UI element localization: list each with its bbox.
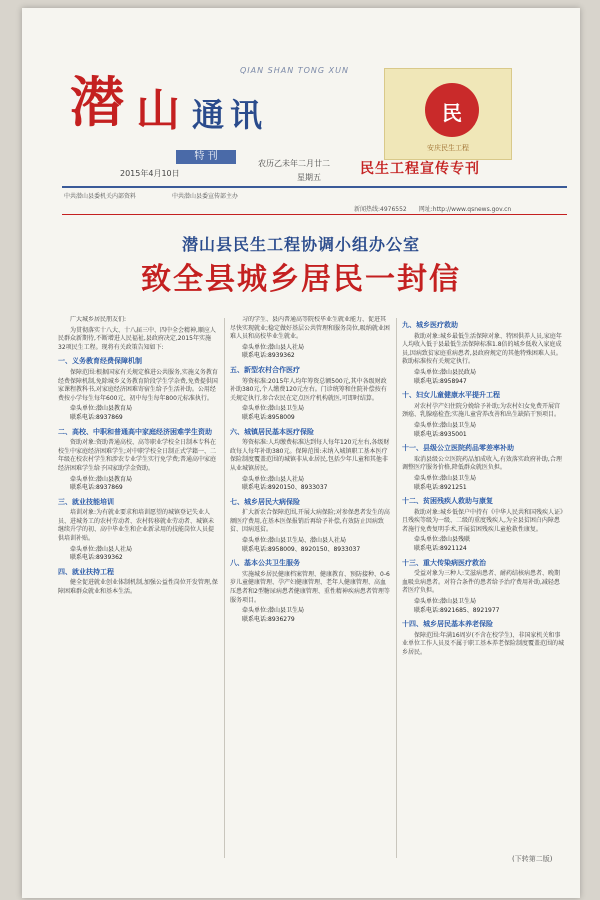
- article-column-2: [230, 316, 390, 856]
- lead-unit: 牵头单位:潜山县人社局: [70, 545, 133, 553]
- section-heading: 四、就业扶持工程: [58, 567, 114, 576]
- paragraph: 实施城乡居民健康档案管理、健康教育、预防接种、0-6岁儿童健康管理、孕产妇健康管理、老年人健康管理、高血压患者和2型糖尿病患者健康管理、重性精神疾病患者管理等服务项目。: [230, 570, 390, 604]
- lead-unit: 牵头单位:潜山县残联: [414, 536, 471, 544]
- article-column-1: [58, 316, 218, 856]
- paragraph: 筹资标准:2015年人均年筹资总额500元,其中各级财政补助380元,个人缴费120元左右。门诊统筹和住院补偿按有关规定执行,参合农民在定点医疗机构就医,可即时结算。: [230, 377, 387, 402]
- lead-unit: 牵头单位:潜山县教育局: [70, 405, 133, 413]
- paragraph: 救助对象:城乡低保户中持有《中华人民共和国残疾人证》且残疾等级为一级、二级的重度残疾人,为全县贫困白内障患者施行免费复明手术,开展贫困残疾儿童抢救性康复。: [402, 508, 564, 533]
- paragraph: 保障范围:年满16周岁(不含在校学生)、非国家机关和事业单位工作人员及不属于职工基本养老保险制度覆盖范围的城乡居民。: [402, 631, 564, 656]
- website-url: http://www.qsnews.gov.cn: [432, 206, 512, 213]
- contact-phone: 联系电话:8939362: [70, 554, 123, 562]
- theme-label: 民生工程宣传专刊: [360, 161, 480, 177]
- lead-unit: 牵头单位:潜山县卫生局: [414, 598, 477, 606]
- lunar-date: 农历乙未年二月廿二: [258, 159, 330, 168]
- contact-phone: 联系电话:8958009: [242, 413, 295, 421]
- contact-phone: 联系电话:8920150、8933037: [242, 484, 328, 492]
- contact-phone: 联系电话:8958009、8920150、8933037: [242, 545, 361, 553]
- paragraph: 保障范围:根据国家有关规定推进公共服务,实施义务教育经费保障机制,免除城乡义务教育阶段学生学杂费,免费提供国家课程教科书,对家庭经济困难寄宿生给予生活补助。公用经费按小学每生每年600元、初中每生每年800元标准执行。: [58, 368, 218, 402]
- paragraph: 为贯彻落实十八大、十八届三中、四中全会精神,顺应人民群众新期待,不断增进人民福祉,县政府决定,2015年实施32项民生工程。现将有关政策告知如下:: [58, 326, 216, 351]
- section-heading: 十三、重大传染病医疗救治: [402, 558, 486, 567]
- paragraph: 广大城乡居民朋友们:: [70, 316, 127, 323]
- lead-unit: 牵头单位:潜山县教育局: [70, 475, 133, 483]
- contact-phone: 联系电话:8937869: [70, 484, 123, 492]
- paragraph: 健全促进就业创业体制机制,加强公益性岗位开发管理,保障困难群众就业和基本生活。: [58, 579, 218, 596]
- lead-unit: 牵头单位:潜山县卫生局: [242, 405, 305, 413]
- lead-unit: 牵头单位:潜山县卫生局: [414, 421, 477, 429]
- lead-unit: 牵头单位:潜山县卫生局、潜山县人社局: [242, 537, 347, 545]
- continued-note: (下转第二版): [512, 855, 553, 863]
- issue-date: 2015年4月10日: [120, 169, 180, 178]
- newspaper-page: [22, 8, 580, 898]
- masthead-pinyin: QIAN SHAN TONG XUN: [240, 66, 349, 75]
- sponsor-left: 中共潜山县委机关内部资料: [64, 193, 137, 200]
- masthead-char-shan: 山: [136, 85, 180, 136]
- section-heading: 十二、贫困残疾人救助与康复: [402, 497, 493, 506]
- emblem-seal-icon: [425, 83, 479, 137]
- lead-unit: 牵头单位:潜山县民政局: [414, 368, 477, 376]
- headline: 致全县城乡居民一封信: [141, 262, 461, 297]
- hotline-text: 新闻热线:4976552: [354, 206, 407, 213]
- section-heading: 二、高校、中职和普通高中家庭经济困难学生资助: [58, 427, 212, 436]
- masthead-subtitle: [192, 90, 268, 136]
- lead-unit: 牵头单位:潜山县人社局: [242, 475, 305, 483]
- paragraph: 扩大新农合保障范围,开展大病保险;对参保患者发生的高额医疗费用,在基本医保报销后再给予补偿,有效防止因病致贫、因病返贫。: [230, 509, 390, 534]
- weekday: 星期五: [297, 173, 321, 182]
- special-issue-badge: 特 刊: [176, 150, 236, 164]
- contact-phone: 联系电话:8937869: [70, 413, 123, 421]
- section-heading: 一、义务教育经费保障机制: [58, 357, 142, 366]
- column-divider: [224, 318, 225, 858]
- livelihood-emblem: [384, 68, 512, 160]
- lead-unit: 牵头单位:潜山县人社局: [242, 343, 305, 351]
- masthead-divider: [62, 186, 567, 188]
- lead-unit: 牵头单位:潜山县卫生局: [414, 474, 477, 482]
- contact-phone: 联系电话:8921251: [414, 483, 467, 491]
- paragraph: 取消县级公立医院药品加成收入,有效落实政府补助,合理调整医疗服务价格,降低群众就医负担。: [402, 455, 562, 472]
- hotline: [354, 204, 511, 213]
- contact-phone: 联系电话:8935001: [414, 430, 467, 438]
- contact-phone: 联系电话:8936279: [242, 615, 295, 623]
- paragraph: 对农村孕产妇住院分娩给予补助;为农村妇女免费开展宫颈癌、乳腺癌检查;实施儿童营养改善和出生缺陷干预项目。: [402, 402, 561, 419]
- masthead-char-qian: 潜: [70, 70, 124, 134]
- masthead-char-xun: 讯: [230, 96, 269, 134]
- section-heading: 六、城镇居民基本医疗保险: [230, 427, 314, 436]
- section-heading: 七、城乡居民大病保险: [230, 497, 300, 506]
- contact-phone: 联系电话:8958947: [414, 377, 467, 385]
- section-heading: 十、妇女儿童健康水平提升工程: [402, 391, 500, 400]
- emblem-text: 安庆民生工程: [427, 144, 469, 152]
- contact-phone: 联系电话:8921685、8921977: [414, 606, 500, 614]
- sponsor-right: 中共潜山县委宣传部主办: [172, 193, 239, 200]
- paragraph: 筹资标准:人均缴费标准达到每人每年120元左右,各级财政每人每年补助380元。保障范围:未纳入城镇职工基本医疗保险制度覆盖范围的城镇非从业居民,包括少年儿童和其他非从业城镇居民。: [230, 439, 390, 472]
- column-divider: [396, 318, 397, 858]
- section-heading: 十一、县级公立医院药品零差率补助: [402, 444, 514, 453]
- paragraph: 救助对象:城乡最低生活保障对象、特困供养人员,家庭年人均收入低于县最低生活保障标准1.8倍的城乡低收入家庭成员,因病致贫家庭重病患者,县政府规定的其他特殊困难人员。救助标准按有关规定执行。: [402, 332, 562, 366]
- header-divider: [62, 214, 567, 215]
- issuing-office: 潜山县民生工程协调小组办公室: [181, 235, 420, 254]
- section-heading: 八、基本公共卫生服务: [230, 559, 300, 568]
- masthead-logo: [70, 60, 180, 145]
- paragraph: 培训对象:为有就业要求和培训愿望的城镇登记失业人员、进城务工的农村劳动者、农村转移就业劳动者、城镇未继续升学的初、高中毕业生和企业新录用的技能岗位人员提供培训补贴。: [58, 509, 215, 543]
- article-column-3: [402, 316, 564, 846]
- contact-phone: 联系电话:8939362: [242, 352, 295, 360]
- section-heading: 五、新型农村合作医疗: [230, 365, 300, 374]
- contact-phone: 联系电话:8921124: [414, 545, 467, 553]
- section-heading: 九、城乡医疗救助: [402, 321, 458, 329]
- section-heading: 三、就业技能培训: [58, 497, 114, 506]
- paragraph: 资助对象:资助普通高校、高等职业学校全日制本专科在校生中家庭经济困难学生;对中职学校全日制正式学籍一、二年级在校农村学生和涉农专业学生实行免学费;普通高中家庭经济困难学生给予国家助学金资助。: [58, 439, 217, 472]
- website-label: 网址:: [418, 206, 433, 213]
- masthead-char-tong: 通: [192, 96, 231, 134]
- section-heading: 十四、城乡居民基本养老保险: [402, 620, 493, 629]
- paragraph: 习的学生、县内普通高等院校毕业生就业能力、促进其尽快实现就业;稳定做好基层公共管理和服务岗位,吸纳就业困难人员和高校毕业生就业。: [230, 316, 390, 341]
- lead-unit: 牵头单位:潜山县卫生局: [242, 607, 305, 615]
- paragraph: 受益对象为三种人:艾滋病患者、耐药结核病患者、晚期血吸虫病患者。对符合条件的患者给予治疗费用补助,减轻患者医疗负担。: [402, 570, 561, 595]
- emblem-char: 民: [442, 101, 462, 125]
